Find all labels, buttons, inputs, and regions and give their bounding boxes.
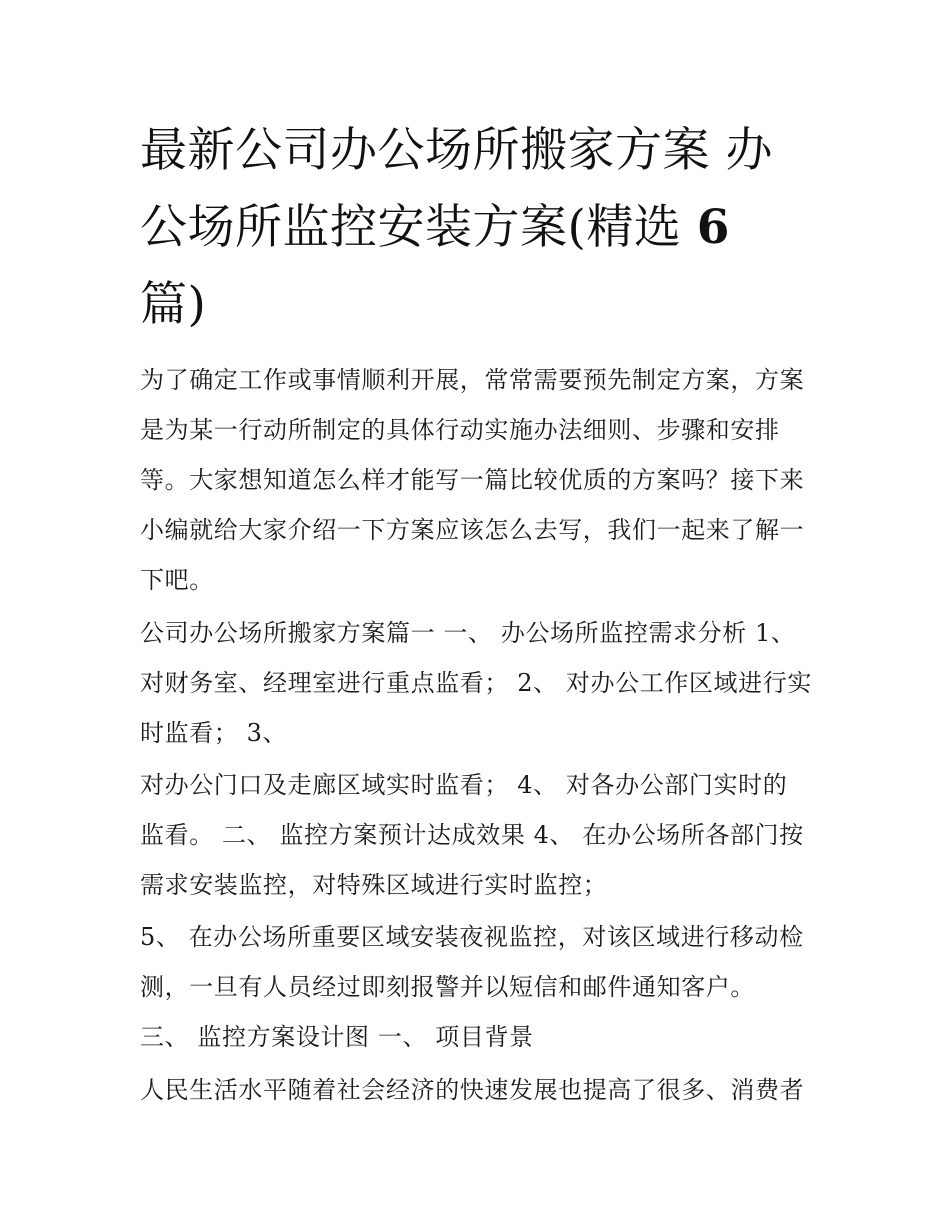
body-line: 对办公门口及走廊区域实时监看； 4、 对各办公部门实时的 (140, 771, 788, 799)
document-title (140, 112, 820, 343)
title-line-2: 公场所监控安装方案(精选 6 (140, 200, 730, 255)
body-line: 等。大家想知道怎么样才能写一篇比较优质的方案吗？接下来 (140, 466, 805, 494)
body-line: 为了确定工作或事情顺利开展，常常需要预先制定方案，方案 (140, 366, 805, 394)
body-line: 需求安装监控，对特殊区域进行实时监控； (140, 871, 608, 899)
title-line-3: 篇) (140, 277, 207, 332)
body-line: 公司办公场所搬家方案篇一 一、 办公场所监控需求分析 1、 (140, 619, 796, 647)
body-line: 监看。 二、 监控方案预计达成效果 4、 在办公场所各部门按 (140, 821, 804, 849)
title-line-1: 最新公司办公场所搬家方案 办 (140, 123, 773, 178)
body-line: 时监看； 3、 (140, 719, 288, 747)
body-line: 对财务室、经理室进行重点监看； 2、 对办公工作区域进行实 (140, 669, 812, 697)
body-line: 测，一旦有人员经过即刻报警并以短信和邮件通知客户。 (140, 973, 755, 1001)
body-line: 小编就给大家介绍一下方案应该怎么去写，我们一起来了解一 (140, 516, 805, 544)
body-line: 下吧。 (140, 566, 214, 594)
body-line: 人民生活水平随着社会经济的快速发展也提高了很多、消费者 (140, 1076, 805, 1104)
body-line: 是为某一行动所制定的具体行动实施办法细则、步骤和安排 (140, 416, 780, 444)
body-line: 三、 监控方案设计图 一、 项目背景 (140, 1023, 534, 1051)
body-line: 5、 在办公场所重要区域安装夜视监控，对该区域进行移动检 (140, 923, 804, 951)
